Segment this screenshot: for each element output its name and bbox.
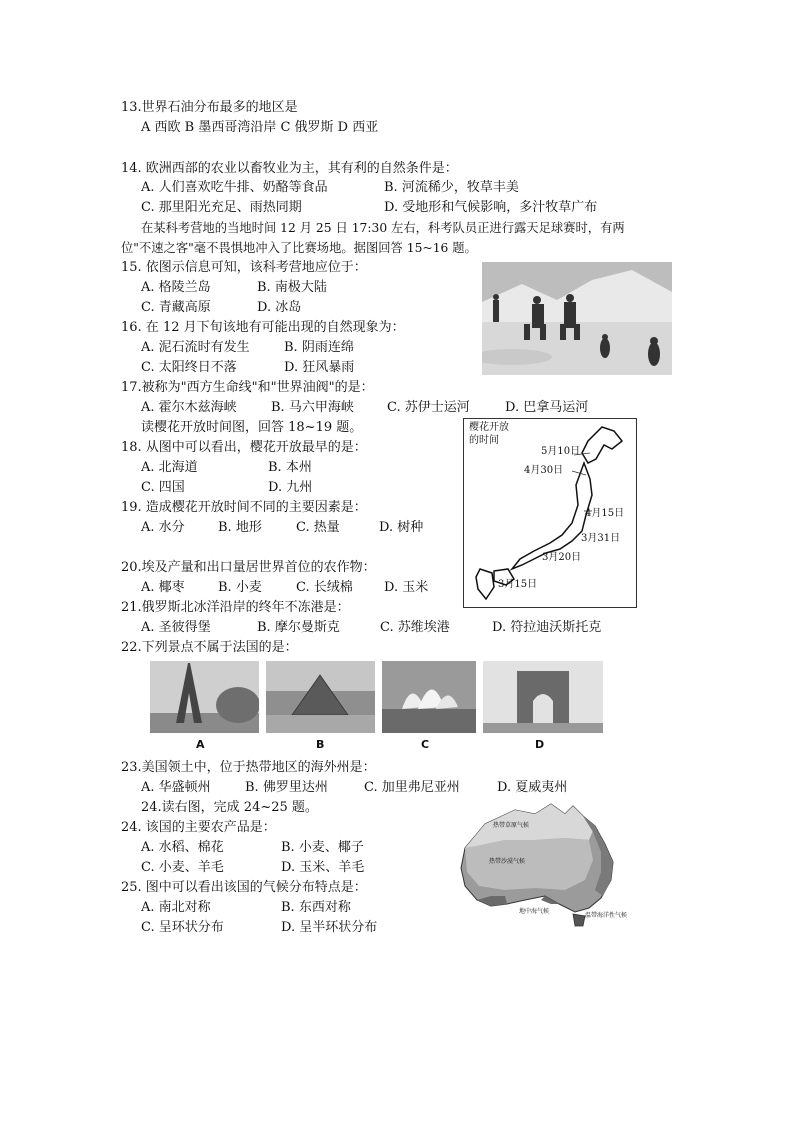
q15-option-b: B. 南极大陆 bbox=[257, 280, 327, 295]
arc-de-triomphe-photo bbox=[483, 661, 603, 733]
antarctic-photo bbox=[482, 262, 672, 375]
intro-18: 读樱花开放时间图，回答 18~19 题。 bbox=[141, 420, 363, 435]
q24-option-a: A. 水稻、棉花 bbox=[141, 840, 224, 855]
q15-option-d: D. 冰岛 bbox=[257, 300, 302, 315]
louvre-pyramid-photo bbox=[266, 661, 375, 733]
q23-option-d: D. 夏威夷州 bbox=[497, 780, 568, 795]
q21-option-d: D. 符拉迪沃斯托克 bbox=[492, 620, 602, 635]
q23-option-c: C. 加里弗尼亚州 bbox=[364, 780, 460, 795]
q19-stem: 19. 造成樱花开放时间不同的主要因素是： bbox=[121, 500, 367, 515]
q22-label-c: C bbox=[421, 738, 430, 751]
q22-label-d: D bbox=[535, 738, 545, 751]
q21-stem: 21.俄罗斯北冰洋沿岸的终年不冻港是： bbox=[121, 600, 350, 615]
aus-label-desert: 热带沙漠气候 bbox=[489, 858, 526, 865]
q17-option-d: D. 巴拿马运河 bbox=[505, 400, 589, 415]
q25-option-d: D. 呈半环状分布 bbox=[281, 920, 378, 935]
q16-option-d: D. 狂风暴雨 bbox=[284, 360, 355, 375]
q15-stem: 15. 依图示信息可知，该科考营地应位于： bbox=[121, 260, 367, 275]
q16-option-b: B. 阴雨连绵 bbox=[284, 340, 354, 355]
q18-option-d: D. 九州 bbox=[268, 480, 313, 495]
q23-option-a: A. 华盛顿州 bbox=[141, 780, 211, 795]
q25-option-b: B. 东西对称 bbox=[281, 900, 351, 915]
map-date-4-30: 4月30日 bbox=[524, 465, 564, 476]
q25-stem: 25. 图中可以看出该国的气候分布特点是： bbox=[121, 880, 367, 895]
q20-option-c: C. 长绒棉 bbox=[296, 580, 353, 595]
q22-label-a: A bbox=[196, 738, 205, 751]
q14-option-b: B. 河流稀少，牧草丰美 bbox=[384, 180, 519, 195]
q15-option-a: A. 格陵兰岛 bbox=[141, 280, 211, 295]
australia-climate-map bbox=[455, 800, 630, 940]
q19-option-d: D. 树种 bbox=[379, 520, 424, 535]
q19-option-a: A. 水分 bbox=[141, 520, 185, 535]
q18-option-a: A. 北海道 bbox=[141, 460, 198, 475]
q24-stem: 24. 该国的主要农产品是： bbox=[121, 820, 276, 835]
map-date-3-15: 3月15日 bbox=[498, 579, 538, 590]
map-date-5-10: 5月10日 bbox=[541, 446, 581, 457]
q16-option-a: A. 泥石流时有发生 bbox=[141, 340, 250, 355]
q14-option-c: C. 那里阳光充足、雨热同期 bbox=[141, 200, 302, 215]
q21-option-c: C. 苏维埃港 bbox=[380, 620, 450, 635]
q19-option-c: C. 热量 bbox=[296, 520, 340, 535]
q15-option-c: C. 青藏高原 bbox=[141, 300, 211, 315]
aus-label-mediterranean: 地中海气候 bbox=[519, 908, 550, 915]
q21-option-b: B. 摩尔曼斯克 bbox=[257, 620, 340, 635]
q22-stem: 22.下列景点不属于法国的是： bbox=[121, 640, 298, 655]
map-title-line2: 的时间 bbox=[469, 435, 499, 446]
q20-option-b: B. 小麦 bbox=[218, 580, 262, 595]
q24-option-c: C. 小麦、羊毛 bbox=[141, 860, 224, 875]
q25-option-c: C. 呈环状分布 bbox=[141, 920, 224, 935]
sydney-opera-house-photo bbox=[382, 661, 476, 733]
q17-option-c: C. 苏伊士运河 bbox=[387, 400, 470, 415]
q22-label-b: B bbox=[316, 738, 325, 751]
intro-24: 24.读右图，完成 24~25 题。 bbox=[141, 800, 318, 815]
intro-15-line1: 在某科考营地的当地时间 12 月 25 日 17:30 左右，科考队员正进行露天足球赛时，有两 bbox=[141, 221, 625, 235]
q19-option-b: B. 地形 bbox=[218, 520, 262, 535]
map-date-4-15: 4月15日 bbox=[585, 508, 625, 519]
q13-options: A 西欧 B 墨西哥湾沿岸 C 俄罗斯 D 西亚 bbox=[141, 120, 379, 135]
q14-option-d: D. 受地形和气候影响，多汁牧草广布 bbox=[384, 200, 598, 215]
aus-label-savanna: 热带草原气候 bbox=[493, 822, 530, 829]
aus-label-oceanic: 温带海洋性气候 bbox=[585, 912, 628, 919]
q16-stem: 16. 在 12 月下旬该地有可能出现的自然现象为： bbox=[121, 320, 405, 335]
q18-option-b: B. 本州 bbox=[268, 460, 312, 475]
q17-option-b: B. 马六甲海峡 bbox=[271, 400, 354, 415]
map-date-3-31: 3月31日 bbox=[581, 533, 621, 544]
eiffel-tower-photo bbox=[150, 661, 259, 733]
q17-stem: 17.被称为"西方生命线"和"世界油阀"的是： bbox=[121, 380, 374, 395]
q24-option-d: D. 玉米、羊毛 bbox=[281, 860, 365, 875]
q14-stem: 14. 欧洲西部的农业以畜牧业为主，其有利的自然条件是： bbox=[121, 161, 458, 176]
q20-option-d: D. 玉米 bbox=[384, 580, 429, 595]
map-title-line1: 樱花开放 bbox=[469, 422, 509, 433]
q18-option-c: C. 四国 bbox=[141, 480, 185, 495]
q23-stem: 23.美国领土中，位于热带地区的海外州是： bbox=[121, 760, 376, 775]
q13-stem: 13.世界石油分布最多的地区是 bbox=[121, 100, 298, 115]
q25-option-a: A. 南北对称 bbox=[141, 900, 211, 915]
q17-option-a: A. 霍尔木兹海峡 bbox=[141, 400, 237, 415]
q20-option-a: A. 椰枣 bbox=[141, 580, 185, 595]
q16-option-c: C. 太阳终日不落 bbox=[141, 360, 237, 375]
q24-option-b: B. 小麦、椰子 bbox=[281, 840, 364, 855]
q14-option-a: A. 人们喜欢吃牛排、奶酪等食品 bbox=[141, 180, 328, 195]
japan-cherry-blossom-map bbox=[463, 418, 637, 608]
map-date-3-20: 3月20日 bbox=[542, 552, 582, 563]
q18-stem: 18. 从图中可以看出，樱花开放最早的是： bbox=[121, 440, 367, 455]
q23-option-b: B. 佛罗里达州 bbox=[245, 780, 328, 795]
q20-stem: 20.埃及产量和出口量居世界首位的农作物： bbox=[121, 560, 376, 575]
intro-15-line2: 位"不速之客"毫不畏惧地冲入了比赛场地。据图回答 15~16 题。 bbox=[121, 241, 477, 255]
q21-option-a: A. 圣彼得堡 bbox=[141, 620, 211, 635]
